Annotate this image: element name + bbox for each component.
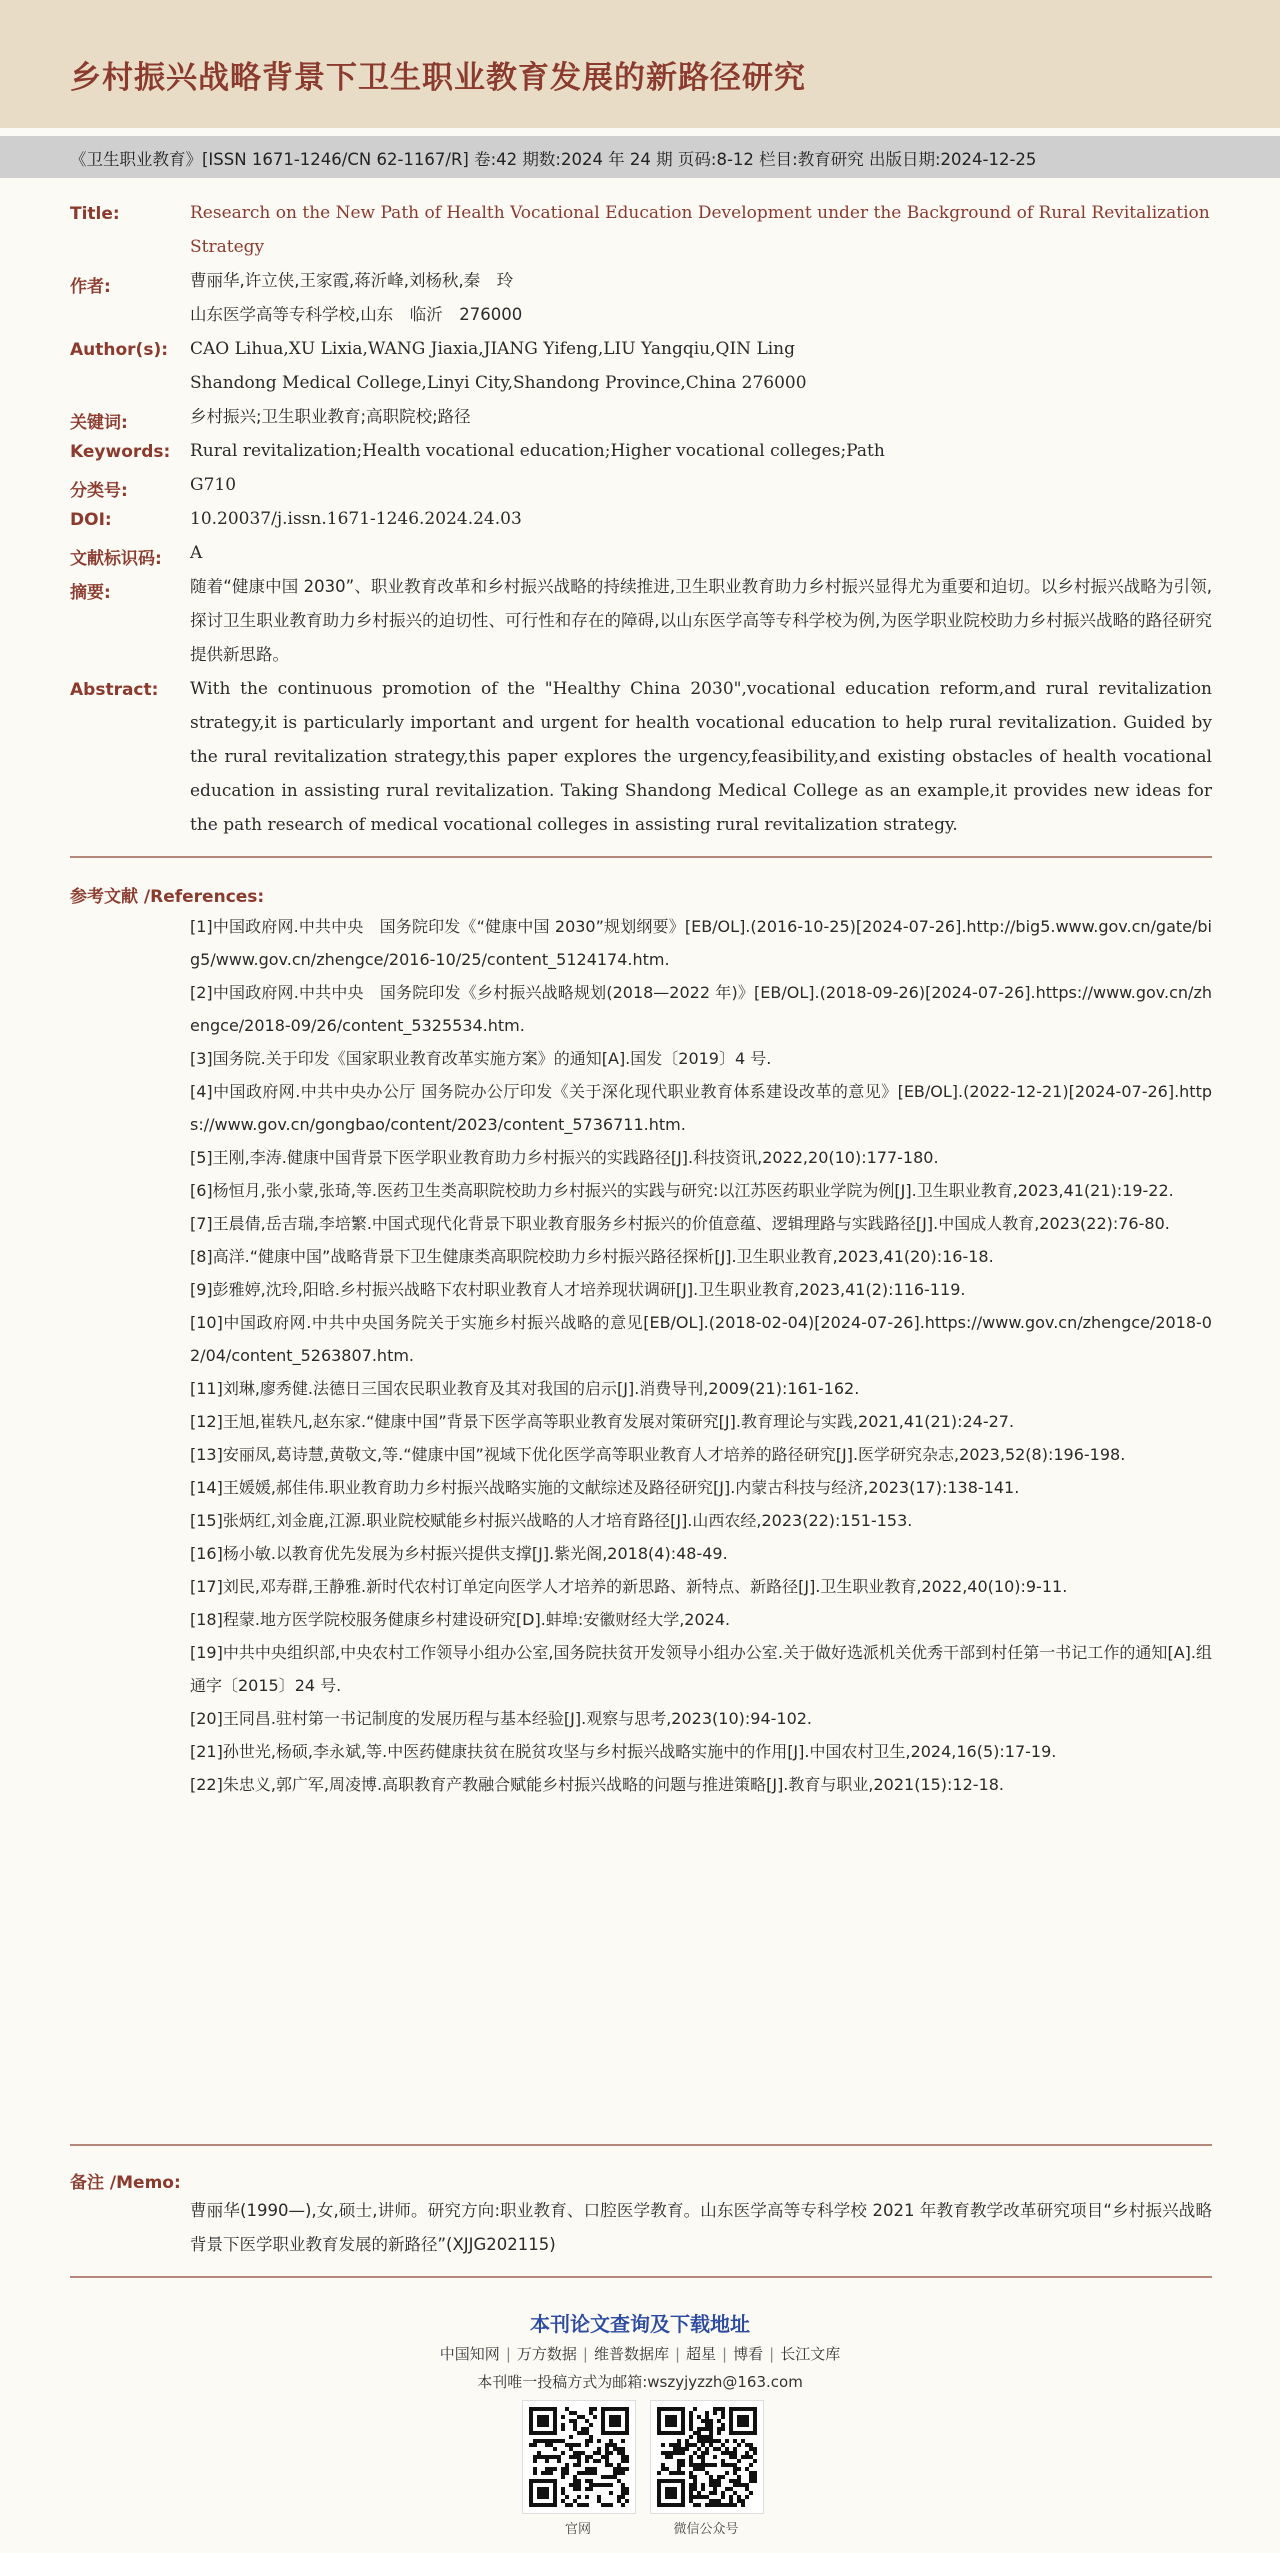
doc-code-label: 文献标识码: [70,549,162,569]
authors-cn: 曹丽华,许立侠,王家霞,蒋沂峰,刘杨秋,秦 玲 [190,271,514,290]
title-label: Title: [70,204,120,224]
affiliation-en: Shandong Medical College,Linyi City,Shandong Province,China 276000 [190,373,807,393]
reference-item: [2]中国政府网.中共中央 国务院印发《乡村振兴战略规划(2018—2022 年)》[EB/OL].(2018-09-26)[2024-07-26].https://www.gov.cn/zhengce/2018-09/26/content_5325534.htm. [190,983,1212,1035]
abstract-cn: 随着“健康中国 2030”、职业教育改革和乡村振兴战略的持续推进,卫生职业教育助力乡村振兴显得尤为重要和迫切。以乡村振兴战略为引领,探讨卫生职业教育助力乡村振兴的迫切性、可行性和存在的障碍,以山东医学高等专科学校为例,为医学职业院校助力乡村振兴战略的路径研究提供新思路。 [190,577,1212,664]
references-list [190,910,1212,1801]
reference-item: [14]王媛媛,郝佳伟.职业教育助力乡村振兴战略实施的文献综述及路径研究[J].内蒙古科技与经济,2023(17):138-141. [190,1478,1020,1497]
divider-top [70,856,1212,858]
reference-item: [17]刘民,邓寿群,王静雅.新时代农村订单定向医学人才培养的新思路、新特点、新路径[J].卫生职业教育,2022,40(10):9-11. [190,1577,1068,1596]
qr-right-caption: 微信公众号 [673,2522,739,2537]
references-label: 参考文献 /References: [70,887,265,907]
keywords-cn-label: 关键词: [70,413,128,433]
class-no: G710 [190,475,237,495]
reference-item: [18]程蒙.地方医学院校服务健康乡村建设研究[D].蚌埠:安徽财经大学,2024. [190,1610,731,1629]
reference-item: [22]朱忠义,郭广军,周凌博.高职教育产教融合赋能乡村振兴战略的问题与推进策略[J].教育与职业,2021(15):12-18. [190,1775,1005,1794]
database-link[interactable]: 中国知网 [439,2345,500,2363]
memo-label: 备注 /Memo: [70,2173,181,2193]
db-separator: | [769,2345,775,2363]
qr-code-website-icon [522,2400,636,2514]
database-link[interactable]: 博看 [733,2345,764,2363]
header-band [0,0,1280,128]
title-en: Research on the New Path of Health Vocational Education Development under the Background of Rural Revitalization Strategy [190,203,1210,257]
reference-item: [16]杨小敏.以教育优先发展为乡村振兴提供支撑[J].紫光阁,2018(4):48-49. [190,1544,728,1563]
reference-item: [3]国务院.关于印发《国家职业教育改革实施方案》的通知[A].国发〔2019〕4 号. [190,1049,772,1068]
database-link[interactable]: 万方数据 [516,2345,577,2363]
reference-item: [6]杨恒月,张小蒙,张琦,等.医药卫生类高职院校助力乡村振兴的实践与研究:以江苏医药职业学院为例[J].卫生职业教育,2023,41(21):19-22. [190,1181,1174,1200]
reference-item: [19]中共中央组织部,中央农村工作领导小组办公室,国务院扶贫开发领导小组办公室.关于做好选派机关优秀干部到村任第一书记工作的通知[A].组通字〔2015〕24 号. [190,1643,1212,1695]
authors-en: CAO Lihua,XU Lixia,WANG Jiaxia,JIANG Yifeng,LIU Yangqiu,QIN Ling [190,339,796,359]
authors-label: 作者: [70,277,111,297]
doi-value[interactable]: 10.20037/j.issn.1671-1246.2024.24.03 [190,509,522,529]
reference-item: [10]中国政府网.中共中央国务院关于实施乡村振兴战略的意见[EB/OL].(2018-02-04)[2024-07-26].https://www.gov.cn/zhengce/2018-02/04/content_5263807.htm. [190,1313,1212,1365]
keywords-en-label: Keywords: [70,442,171,462]
reference-item: [5]王刚,李涛.健康中国背景下医学职业教育助力乡村振兴的实践路径[J].科技资讯,2022,20(10):177-180. [190,1148,939,1167]
class-label: 分类号: [70,481,128,501]
db-separator: | [722,2345,728,2363]
qr-left-caption: 官网 [564,2522,591,2537]
reference-item: [11]刘琳,廖秀健.法德日三国农民职业教育及其对我国的启示[J].消费导刊,2009(21):161-162. [190,1379,860,1398]
keywords-cn: 乡村振兴;卫生职业教育;高职院校;路径 [190,407,471,426]
doi-label: DOI: [70,510,112,530]
abstract-en-label: Abstract: [70,680,159,700]
reference-item: [8]高洋.“健康中国”战略背景下卫生健康类高职院校助力乡村振兴路径探析[J].卫生职业教育,2023,41(20):16-18. [190,1247,994,1266]
db-separator: | [505,2345,511,2363]
keywords-en: Rural revitalization;Health vocational education;Higher vocational colleges;Path [190,441,885,461]
doc-code: A [190,543,203,563]
affiliation-cn: 山东医学高等专科学校,山东 临沂 276000 [190,305,523,324]
abstract-cn-label: 摘要: [70,583,111,603]
footer-title: 本刊论文查询及下载地址 [530,2312,750,2336]
reference-item: [13]安丽凤,葛诗慧,黄敬文,等.“健康中国”视域下优化医学高等职业教育人才培养的路径研究[J].医学研究杂志,2023,52(8):196-198. [190,1445,1126,1464]
meta-strip [0,136,1280,178]
reference-item: [4]中国政府网.中共中央办公厅 国务院办公厅印发《关于深化现代职业教育体系建设改革的意见》[EB/OL].(2022-12-21)[2024-07-26].https://www.gov.cn/gongbao/content/2023/content_5736711.htm. [190,1082,1212,1134]
database-link[interactable]: 长江文库 [780,2345,841,2363]
reference-item: [20]王同昌.驻村第一书记制度的发展历程与基本经验[J].观察与思考,2023(10):94-102. [190,1709,813,1728]
database-link[interactable]: 超星 [686,2345,717,2363]
db-separator: | [674,2345,681,2363]
qr-code-wechat-icon [650,2400,764,2514]
abstract-en: With the continuous promotion of the "Healthy China 2030",vocational education reform,and rural revitalization strategy,it is particularly important and urgent for health vocational education to help rural revitalization. Guided by the rural revitalization strategy,this paper explores the urgency,feasibility,and existing obstacles of health vocational education in assisting rural revitalization. Taking Shandong Medical College as an example,it provides new ideas for the path research of medical vocational colleges in assisting rural revitalization strategy. [190,679,1212,835]
footer-databases [0,2343,1280,2364]
reference-item: [9]彭雅婷,沈玲,阳晗.乡村振兴战略下农村职业教育人才培养现状调研[J].卫生职业教育,2023,41(2):116-119. [190,1280,966,1299]
reference-item: [12]王旭,崔轶凡,赵东家.“健康中国”背景下医学高等职业教育发展对策研究[J].教育理论与实践,2021,41(21):24-27. [190,1412,1015,1431]
divider-memo [70,2144,1212,2146]
db-separator: | [582,2345,588,2363]
divider-bottom [70,2276,1212,2278]
authors-en-label: Author(s): [70,340,169,360]
page-title: 乡村振兴战略背景下卫生职业教育发展的新路径研究 [70,60,806,96]
reference-item: [7]王晨倩,岳吉瑞,李培繁.中国式现代化背景下职业教育服务乡村振兴的价值意蕴、逻辑理路与实践路径[J].中国成人教育,2023(22):76-80. [190,1214,1170,1233]
journal-meta: 《卫生职业教育》[ISSN 1671-1246/CN 62-1167/R] 卷:42 期数:2024 年 24 期 页码:8-12 栏目:教育研究 出版日期:2024-12-25 [70,150,1037,169]
database-link[interactable]: 维普数据库 [593,2345,669,2363]
memo-text: 曹丽华(1990—),女,硕士,讲师。研究方向:职业教育、口腔医学教育。山东医学高等专科学校 2021 年教育教学改革研究项目“乡村振兴战略背景下医学职业教育发展的新路径”(XJJG202115) [190,2201,1212,2254]
reference-item: [1]中国政府网.中共中央 国务院印发《“健康中国 2030”规划纲要》[EB/OL].(2016-10-25)[2024-07-26].http://big5.www.gov.cn/gate/big5/www.gov.cn/zhengce/2016-10/25/content_5124174.htm. [190,917,1212,969]
footer-email: 本刊唯一投稿方式为邮箱:wszyjyzzh@163.com [477,2373,803,2391]
reference-item: [15]张炳红,刘金鹿,江源.职业院校赋能乡村振兴战略的人才培育路径[J].山西农经,2023(22):151-153. [190,1511,913,1530]
reference-item: [21]孙世光,杨硕,李永斌,等.中医药健康扶贫在脱贫攻坚与乡村振兴战略实施中的作用[J].中国农村卫生,2024,16(5):17-19. [190,1742,1057,1761]
